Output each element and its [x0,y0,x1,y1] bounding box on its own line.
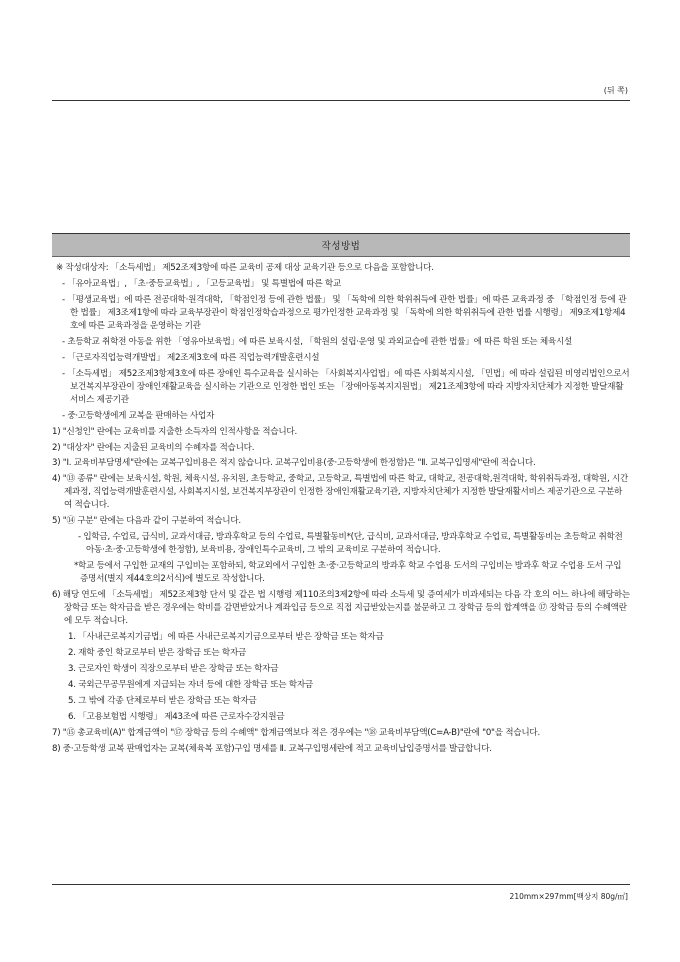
instruction-item: 8) 중·고등학생 교복 판매업자는 교복(체육복 포함)구입 명세를 Ⅱ. 교복구입명세란에 적고 교육비납입증명서를 발급합니다. [52,743,492,754]
instruction-item: 5) "⑭ 구분" 란에는 다음과 같이 구분하여 적습니다. [52,516,241,527]
instruction-item: - 「유아교육법」, 「초·중등교육법」, 「고등교육법」 및 특별법에 따른 학교 [62,278,342,289]
paper-spec: 210mm×297mm[백상지 80g/㎡] [509,892,628,901]
instruction-item: 4) "⑬ 종류" 란에는 보육시설, 학원, 체육시설, 유치원, 초등학교, 중학교, 고등학교, 특별법에 따른 학교, 대학교, 전공대학,원격대학, 학위취득과정, 대학원, 시간제과정, 직업능력개발훈련시설, 사회복지시설, 보건복지부장관이 인정한 장애인재활교육기관, 지방자치단체가 지정한 발달재활서비스 제공기관으로 구분하여 적습니다. [52,474,629,511]
instruction-item: 5. 그 밖에 각종 단체로부터 받은 장학금 또는 학자금 [68,695,257,706]
instructions-body [52,262,630,758]
instructions-header [52,233,630,257]
instruction-item: 4. 국외근무공무원에게 지급되는 자녀 등에 대한 장학금 또는 학자금 [68,679,313,690]
instructions-title: 작성방법 [321,241,361,252]
top-divider [52,100,630,101]
instruction-item: 6) 해당 연도에 「소득세법」 제52조제3항 단서 및 같은 법 시행령 제110조의3제2항에 따라 소득세 및 증여세가 비과세되는 다음 각 호의 어느 하나에 해당하는 장학금 또는 학자금을 받은 경우에는 학비를 감면받았거나 계좌입금 등으로 직접 지급받았는지를 불문하고 그 장학금 등의 합계액을 ⑰ 장학금 등의 수혜액란에 모두 적습니다. [52,590,630,627]
instruction-item: 2. 재학 중인 학교로부터 받은 장학금 또는 학자금 [68,648,247,659]
instruction-item: 1) "신청인" 란에는 교육비를 지출한 소득자의 인적사항을 적습니다. [52,426,297,437]
bottom-divider [52,884,630,885]
instruction-item: 2) "대상자" 란에는 지출된 교육비의 수혜자를 적습니다. [52,442,255,453]
instruction-item: - 「소득세법」 제52조제3항제3호에 따른 장애인 특수교육을 실시하는 「사회복지사업법」에 따른 사회복지시설, 「민법」에 따라 설립된 비영리법인으로서 보건복지부장관이 장애인재활교육을 실시하는 기관으로 인정한 법인 또는 「장애아동복지지원법」 제21조제3항에 따라 지방자치단체가 지정한 발달재활서비스 제공기관 [62,368,630,405]
instruction-item: - 「근로자직업능력개발법」 제2조제3호에 따른 직업능력개발훈련시설 [62,352,320,363]
instruction-item: 6. 「고용보험법 시행령」 제43조에 따른 근로자수강지원금 [68,711,285,722]
instruction-item: - 중·고등학생에게 교복을 판매하는 사업자 [62,410,215,421]
instruction-item: 1. 「사내근로복지기금법」에 따른 사내근로복지기금으로부터 받은 장학금 또는 학자금 [68,632,384,643]
back-page-label: (뒤 쪽) [603,86,628,95]
instruction-item: 3) "Ⅰ. 교육비부담명세"란에는 교복구입비용은 적지 않습니다. 교복구입비용(중·고등학생에 한정함)은 "Ⅱ. 교복구입명세"란에 적습니다. [52,458,536,469]
instruction-item: 7) "⑮ 총교육비(A)" 합계금액이 "⑰ 장학금 등의 수혜액" 합계금액보다 적은 경우에는 "⑱ 교육비부담액(C=A-B)"란에 "0"을 적습니다. [52,727,540,738]
instruction-item: *학교 등에서 구입한 교재의 구입비는 포함하되, 학교외에서 구입한 초·중·고등학교의 방과후 학교 수업용 도서의 구입비는 방과후 학교 수업용 도서 구입 증명서(별지 제44호의2서식)에 별도로 작성합니다. [74,561,622,585]
instruction-item: 3. 근로자인 학생이 직장으로부터 받은 장학금 또는 학자금 [68,664,279,675]
instruction-item: ※ 작성대상자: 「소득세법」 제52조제3항에 따른 교육비 공제 대상 교육기관 등으로 다음을 포함합니다. [56,263,434,273]
instruction-item: - 입학금, 수업료, 급식비, 교과서대금, 방과후학교 등의 수업료, 특별활동비*(단, 급식비, 교과서대금, 방과후학교 수업료, 특별활동비는 초등학교 취학전 아동·초·중·고등학생에 한정함), 보육비용, 장애인특수교육비, 그 밖의 교육비로 구분하여 적습니다. [78,532,623,556]
instruction-item: - 「평생교육법」에 따른 전공대학·원격대학, 「학점인정 등에 관한 법률」 및 「독학에 의한 학위취득에 관한 법률」에 따른 교육과정 중 「학점인정 등에 관한 법률」 제3조제1항에 따라 교육부장관이 학점인정학습과정으로 평가인정한 교육과정 및 「독학에 의한 학위취득에 관한 법률 시행령」 제9조제1항제4호에 따른 교육과정을 운영하는 기관 [62,294,627,331]
instruction-item: - 초등학교 취학전 아동을 위한 「영유아보육법」에 따른 보육시설, 「학원의 설립·운영 및 과외교습에 관한 법률」에 따른 학원 또는 체육시설 [62,336,573,347]
